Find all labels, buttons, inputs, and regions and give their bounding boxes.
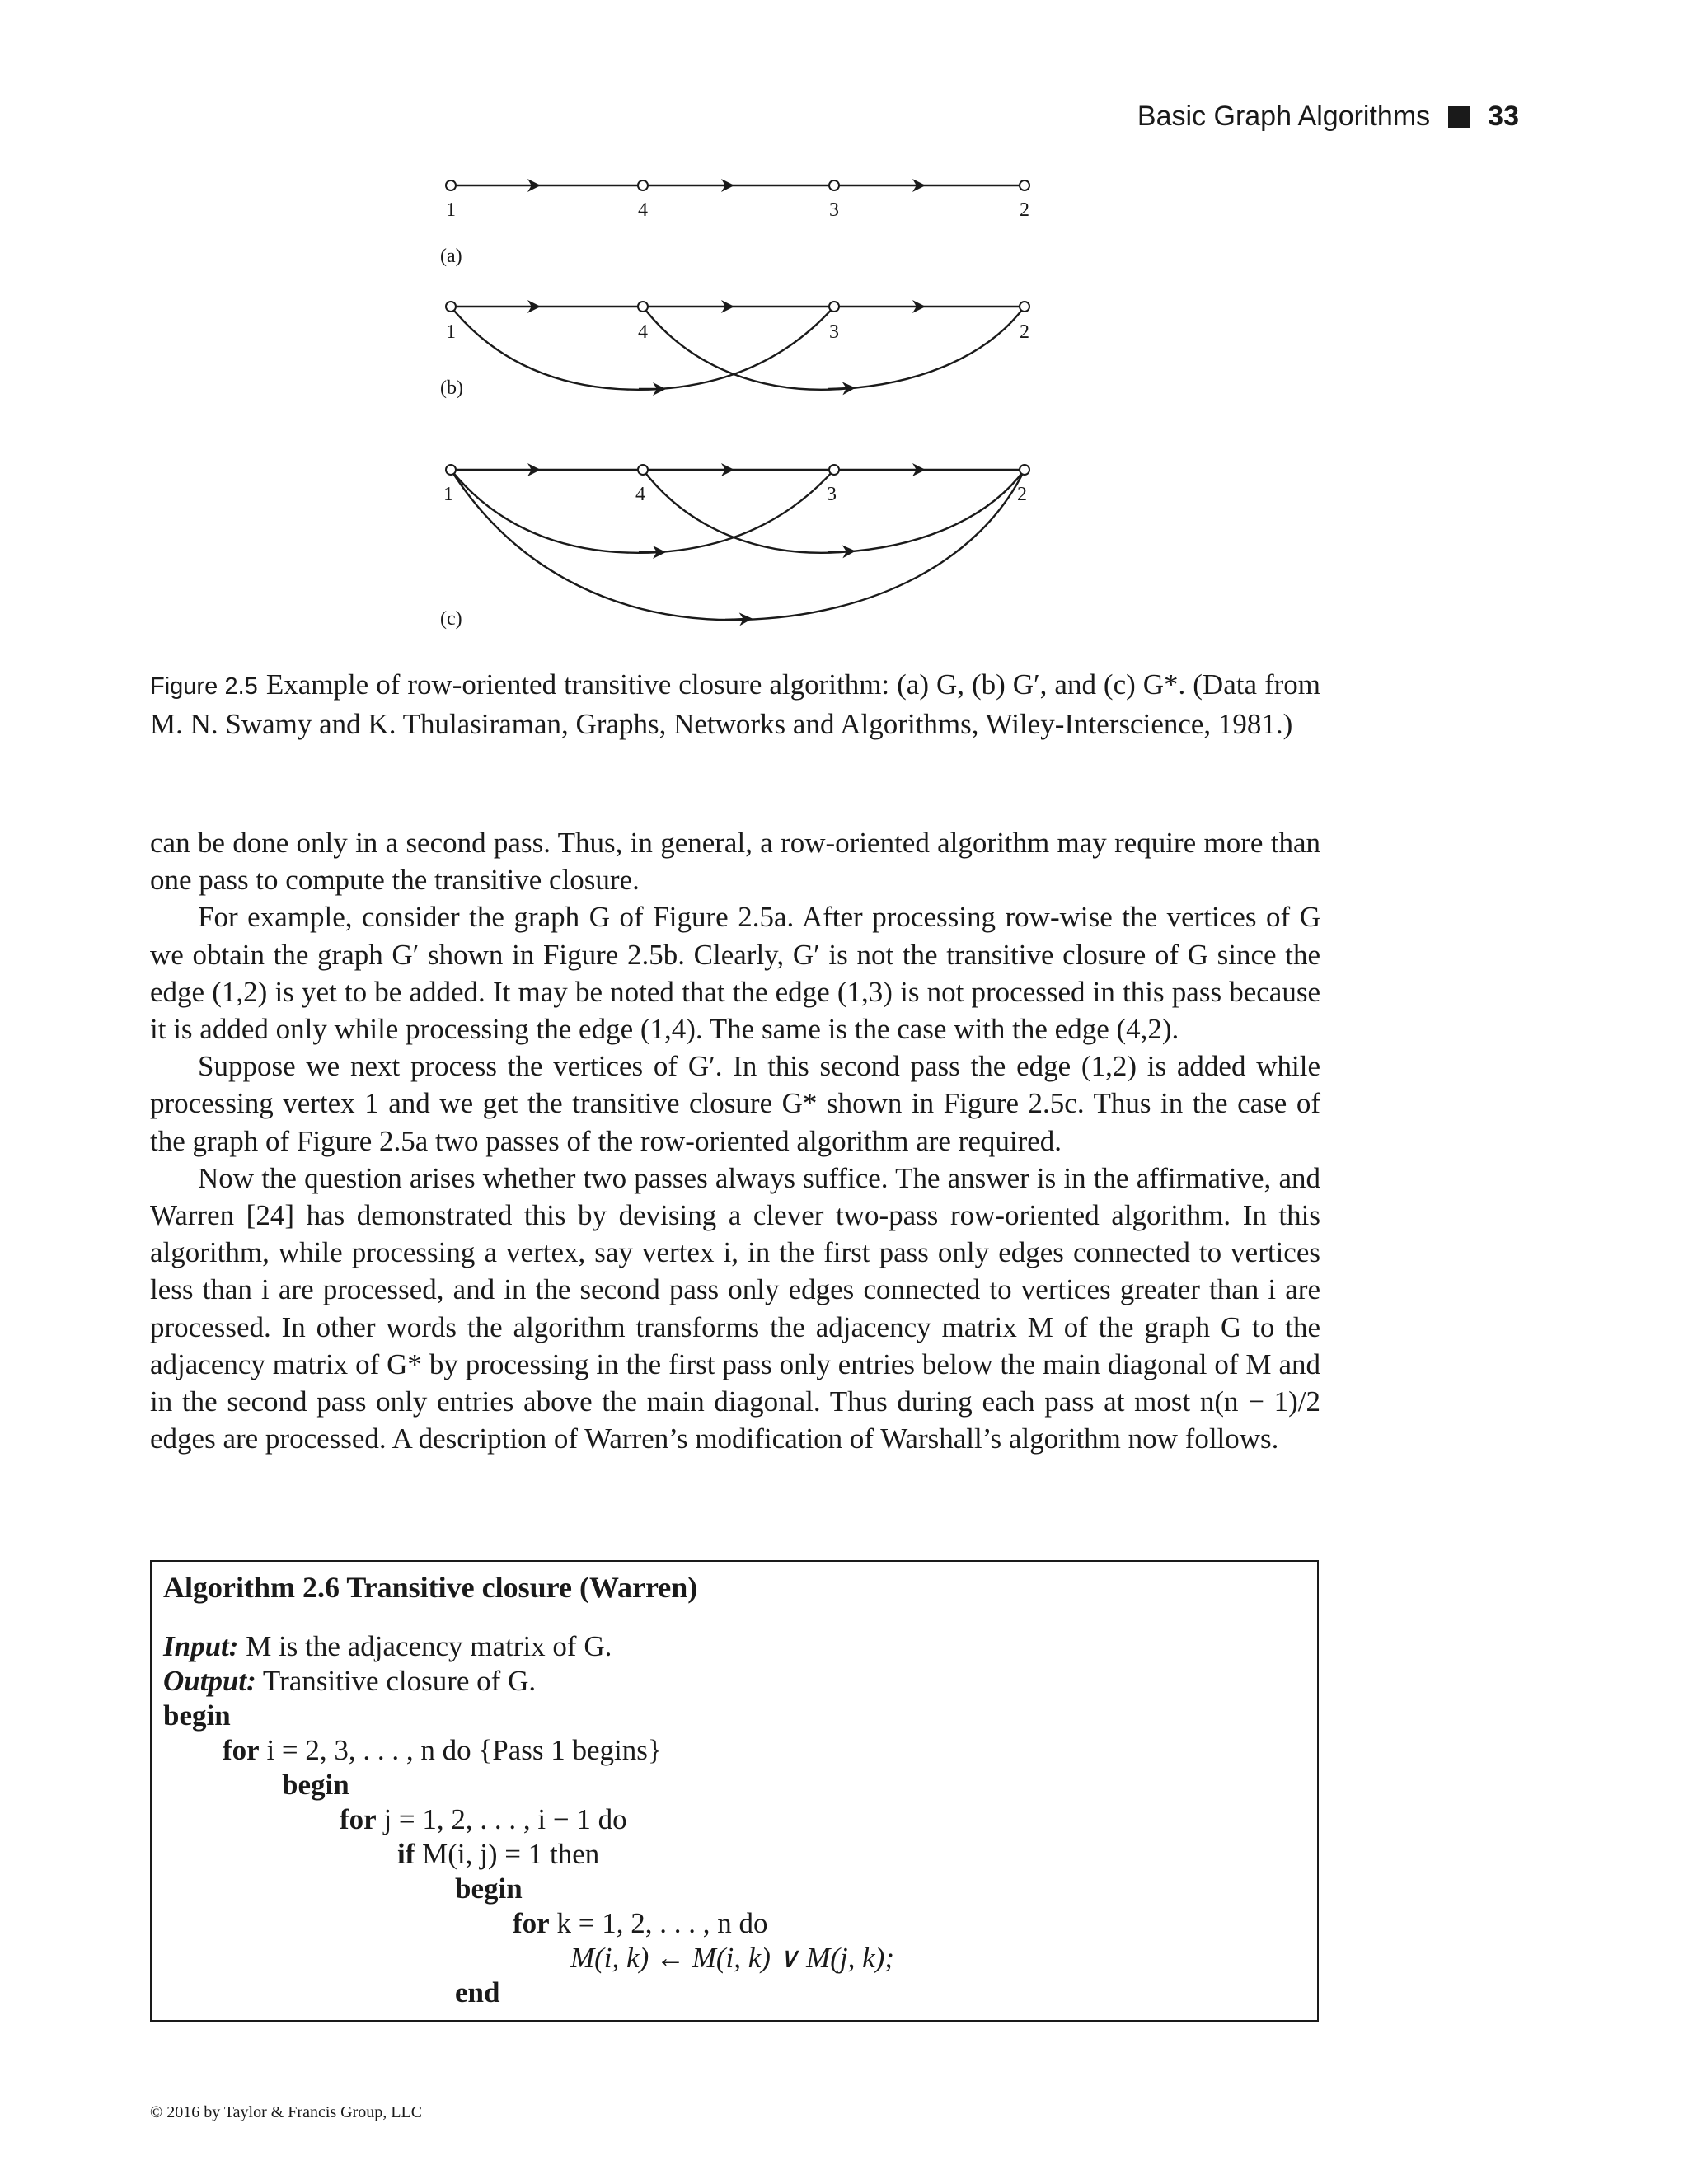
algo-keyword: for — [223, 1734, 260, 1766]
panel-label-c: (c) — [440, 608, 462, 630]
panel-c-graph — [451, 470, 1025, 620]
node-label: 1 — [446, 199, 456, 221]
square-separator-icon — [1448, 106, 1470, 128]
panel-b-graph — [451, 307, 1025, 390]
algo-keyword: begin — [163, 1699, 231, 1732]
algo-line — [455, 1975, 499, 2010]
paragraph: can be done only in a second pass. Thus, in general, a row-oriented algorithm may require more than one pass to compute the transitive closure. — [150, 827, 1320, 897]
panel-label-b: (b) — [440, 377, 463, 399]
algorithm-box — [150, 1560, 1319, 2022]
page-number: 33 — [1488, 101, 1519, 132]
graph-nodes — [446, 180, 1029, 475]
algo-line — [163, 1629, 612, 1664]
algo-text: M(i, k) ← M(i, k) ∨ M(j, k); — [570, 1942, 894, 1974]
running-header — [1137, 101, 1519, 133]
panel-label-a: (a) — [440, 246, 462, 267]
node-label: 3 — [829, 199, 839, 221]
node-label: 2 — [1020, 199, 1029, 221]
algo-text: i = 2, 3, . . . , n do {Pass 1 begins} — [259, 1734, 662, 1766]
figure-2-5 — [412, 165, 1071, 651]
paragraph: Now the question arises whether two passes always suffice. The answer is in the affirmative, and Warren [24] has demonstrated this by devising a clever two-pass row-oriented algorithm. In this algorithm, while processing a vertex, say vertex i, in the first pass only edges connected to vertices less than i are processed, and in the second pass only edges connected to vertices greater than i are processed. In other words the algorithm transforms the adjacency matrix M of the graph G to the adjacency matrix of G* by processing in the first pass only entries below the main diagonal of M and in the second pass only entries above the main diagonal. Thus during each pass at most n(n − 1)/2 edges are processed. A description of Warren’s modification of Warshall’s algorithm now follows. — [150, 1161, 1320, 1455]
algo-line — [163, 1699, 231, 1733]
algorithm-title: Algorithm 2.6 Transitive closure (Warren) — [163, 1571, 698, 1604]
algo-keyword: begin — [455, 1872, 523, 1905]
node-label: 4 — [638, 199, 648, 221]
algo-line — [282, 1768, 349, 1802]
algo-text: j = 1, 2, . . . , i − 1 do — [376, 1803, 627, 1835]
node-label: 4 — [638, 321, 648, 343]
algo-keyword: Input: — [163, 1630, 239, 1662]
graph-diagram — [412, 165, 1071, 651]
paragraph: Suppose we next process the vertices of G′. In this second pass the edge (1,2) is added while processing vertex 1 and we get the transitive closure G* shown in Figure 2.5c. Thus in the case of the graph of Figure 2.5a two passes of the row-oriented algorithm are required. — [150, 1050, 1320, 1157]
algo-keyword: end — [455, 1976, 500, 2008]
algo-text: k = 1, 2, . . . , n do — [549, 1907, 768, 1939]
algo-line — [163, 1664, 536, 1699]
node-label: 3 — [829, 321, 839, 343]
node-label: 4 — [635, 484, 645, 505]
node-label: 2 — [1017, 484, 1027, 505]
algo-keyword: if — [397, 1838, 415, 1870]
algo-line — [397, 1837, 599, 1872]
node-label: 1 — [446, 321, 456, 343]
algo-line — [223, 1733, 662, 1768]
node-label: 1 — [443, 484, 453, 505]
copyright-footer: © 2016 by Taylor & Francis Group, LLC — [150, 2103, 423, 2121]
algo-line — [570, 1941, 894, 1975]
figure-caption — [150, 666, 1320, 743]
paragraph: For example, consider the graph G of Figure 2.5a. After processing row-wise the vertices of G we obtain the graph G′ shown in Figure 2.5b. Clearly, G′ is not the transitive closure of G since the edge (1,2) is yet to be added. It may be noted that the edge (1,3) is not processed in this pass because it is added only while processing the edge (1,4). The same is the case with the edge (4,2). — [150, 901, 1320, 1046]
algo-text: Transitive closure of G. — [256, 1665, 537, 1697]
algo-text: M is the adjacency matrix of G. — [238, 1630, 612, 1662]
algo-text: M(i, j) = 1 then — [415, 1838, 600, 1870]
algo-line — [340, 1802, 627, 1837]
body-text — [150, 824, 1320, 1457]
node-label: 3 — [827, 484, 837, 505]
figure-label: Figure 2.5 — [150, 673, 258, 700]
algo-keyword: begin — [282, 1769, 349, 1801]
algo-line — [455, 1872, 523, 1906]
algo-keyword: for — [513, 1907, 550, 1939]
algo-line — [513, 1906, 767, 1941]
caption-text: Example of row-oriented transitive closure algorithm: (a) G, (b) G′, and (c) G*. (Data from M. N. Swamy and K. Thulasiraman, Graphs, Networks and Algorithms, Wiley-Interscience, 1981.) — [150, 668, 1320, 740]
node-label: 2 — [1020, 321, 1029, 343]
algo-keyword: for — [340, 1803, 377, 1835]
running-title: Basic Graph Algorithms — [1137, 101, 1431, 132]
algo-keyword: Output: — [163, 1665, 256, 1697]
